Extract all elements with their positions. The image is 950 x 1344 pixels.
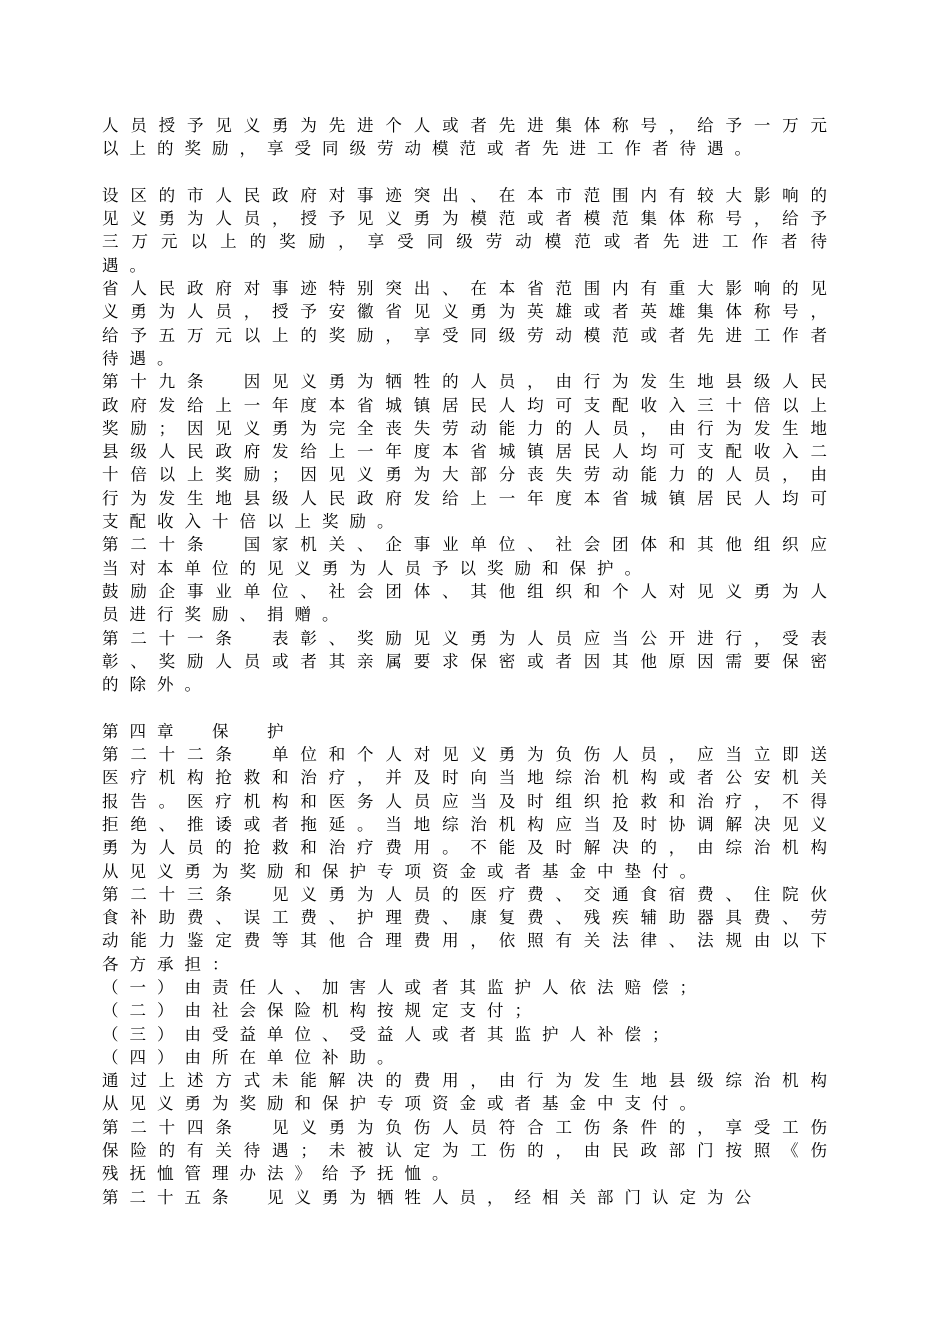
paragraph: 鼓励企事业单位、社会团体、其他组织和个人对见义勇为人员进行奖励、捐赠。 — [102, 581, 838, 625]
document-body — [102, 114, 838, 1209]
article-25: 第二十五条 见义勇为牺牲人员，经相关部门认定为公 — [102, 1187, 762, 1207]
blank-line — [102, 696, 838, 719]
article-20: 第二十条 国家机关、企事业单位、社会团体和其他组织应当对本单位的见义勇为人员予以奖励和保护。 — [102, 535, 838, 578]
paragraph: 人员授予见义勇为先进个人或者先进集体称号，给予一万元以上的奖励，享受同级劳动模范或者先进工作者待遇。 — [102, 116, 838, 159]
list-item: （四）由所在单位补助。 — [102, 1047, 405, 1067]
list-item: （二）由社会保险机构按规定支付； — [102, 1001, 542, 1021]
article-21: 第二十一条 表彰、奖励见义勇为人员应当公开进行，受表彰、奖励人员或者其亲属要求保密或者因其他原因需要保密的除外。 — [102, 628, 838, 695]
list-item: （一）由责任人、加害人或者其监护人依法赔偿； — [102, 977, 707, 997]
paragraph: 省人民政府对事迹特别突出、在本省范围内有重大影响的见义勇为人员，授予安徽省见义勇为英雄或者英雄集体称号，给予五万元以上的奖励，享受同级劳动模范或者先进工作者待遇。 — [102, 279, 838, 368]
chapter-heading: 第四章 保 护 — [102, 721, 295, 741]
article-19: 第十九条 因见义勇为牺牲的人员，由行为发生地县级人民政府发给上一年度本省城镇居民人均可支配收入三十倍以上奖励；因见义勇为完全丧失劳动能力的人员，由行为发生地县级人民政府发给上一年度本省城镇居民人均可支配收入二十倍以上奖励；因见义勇为大部分丧失劳动能力的人员，由行为发生地县级人民政府发给上一年度本省城镇居民人均可支配收入十倍以上奖励。 — [102, 372, 838, 532]
paragraph: 通过上述方式未能解决的费用，由行为发生地县级综治机构从见义勇为奖励和保护专项资金或者基金中支付。 — [102, 1071, 838, 1114]
paragraph: 设区的市人民政府对事迹突出、在本市范围内有较大影响的见义勇为人员，授予见义勇为模范或者模范集体称号，给予三万元以上的奖励，享受同级劳动模范或者先进工作者待遇。 — [102, 185, 838, 275]
article-22: 第二十二条 单位和个人对见义勇为负伤人员，应当立即送医疗机构抢救和治疗，并及时向当地综治机构或者公安机关报告。医疗机构和医务人员应当及时组织抢救和治疗，不得拒绝、推诿或者拖延。当地综治机构应当及时协调解决见义勇为人员的抢救和治疗费用。不能及时解决的，由综治机构从见义勇为奖励和保护专项资金或者基金中垫付。 — [102, 745, 838, 881]
blank-line — [102, 161, 838, 184]
article-24: 第二十四条 见义勇为负伤人员符合工伤条件的，享受工伤保险的有关待遇；未被认定为工伤的，由民政部门按照《伤残抚恤管理办法》给予抚恤。 — [102, 1117, 838, 1184]
list-item: （三）由受益单位、受益人或者其监护人补偿； — [102, 1024, 680, 1044]
article-23: 第二十三条 见义勇为人员的医疗费、交通食宿费、住院伙食补助费、误工费、护理费、康复费、残疾辅助器具费、劳动能力鉴定费等其他合理费用，依照有关法律、法规由以下各方承担： — [102, 884, 838, 974]
